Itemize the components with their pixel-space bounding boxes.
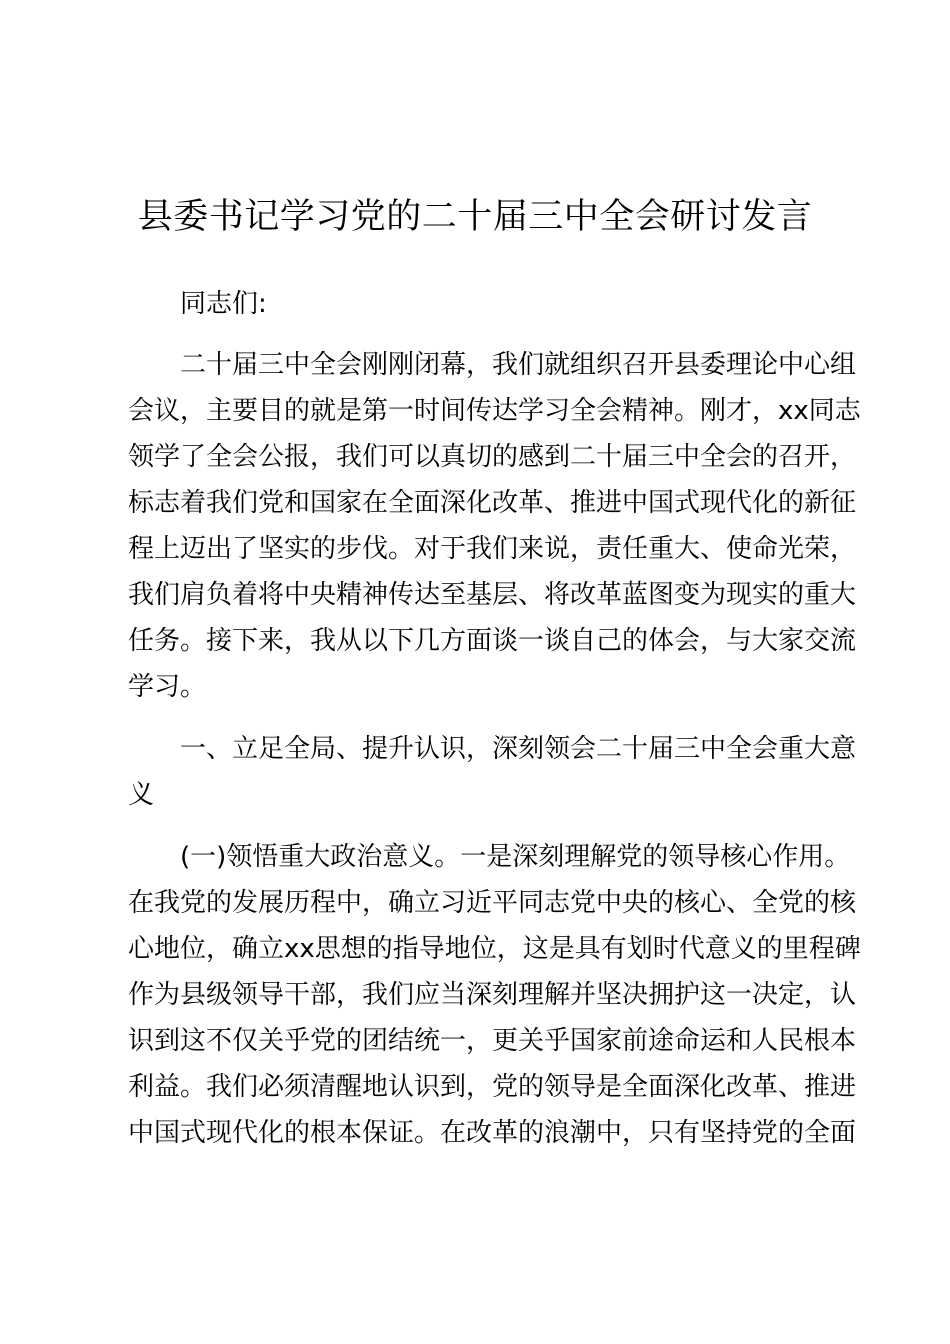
paragraph-2-line: 利益。我们必须清醒地认识到，党的领导是全面深化改革、推进 [128, 1072, 857, 1102]
paragraph-1-line: 会议，主要目的就是第一时间传达学习全会精神。刚才，xx同志 [128, 396, 861, 426]
section-heading-line: 一、立足全局、提升认识，深刻领会二十届三中全会重大意 [180, 734, 857, 764]
paragraph-1-line: 标志着我们党和国家在全面深化改革、推进中国式现代化的新征 [128, 488, 857, 518]
salutation: 同志们: [180, 289, 267, 319]
paragraph-1-line: 领学了全会公报，我们可以真切的感到二十届三中全会的召开， [128, 442, 857, 472]
paragraph-2-line: 作为县级领导干部，我们应当深刻理解并坚决拥护这一决定，认 [128, 980, 857, 1010]
paragraph-1-line: 学习。 [128, 672, 207, 702]
paragraph-2-line: 心地位，确立xx思想的指导地位，这是具有划时代意义的里程碑 [128, 934, 861, 964]
paragraph-1-line: 二十届三中全会刚刚闭幕，我们就组织召开县委理论中心组 [180, 350, 857, 380]
document-title: 县委书记学习党的二十届三中全会研讨发言 [137, 197, 813, 237]
paragraph-2-line: 识到这不仅关乎党的团结统一，更关乎国家前途命运和人民根本 [128, 1026, 857, 1056]
paragraph-2-line: 中国式现代化的根本保证。在改革的浪潮中，只有坚持党的全面 [128, 1118, 857, 1148]
paragraph-1-line: 任务。接下来，我从以下几方面谈一谈自己的体会，与大家交流 [128, 626, 857, 656]
paragraph-1-line: 我们肩负着将中央精神传达至基层、将改革蓝图变为现实的重大 [128, 580, 857, 610]
paragraph-2-line: 在我党的发展历程中，确立习近平同志党中央的核心、全党的核 [128, 888, 857, 918]
paragraph-2-line: (一)领悟重大政治意义。一是深刻理解党的领导核心作用。 [180, 842, 851, 872]
section-heading-line: 义 [128, 780, 155, 810]
paragraph-1-line: 程上迈出了坚实的步伐。对于我们来说，责任重大、使命光荣， [128, 534, 857, 564]
